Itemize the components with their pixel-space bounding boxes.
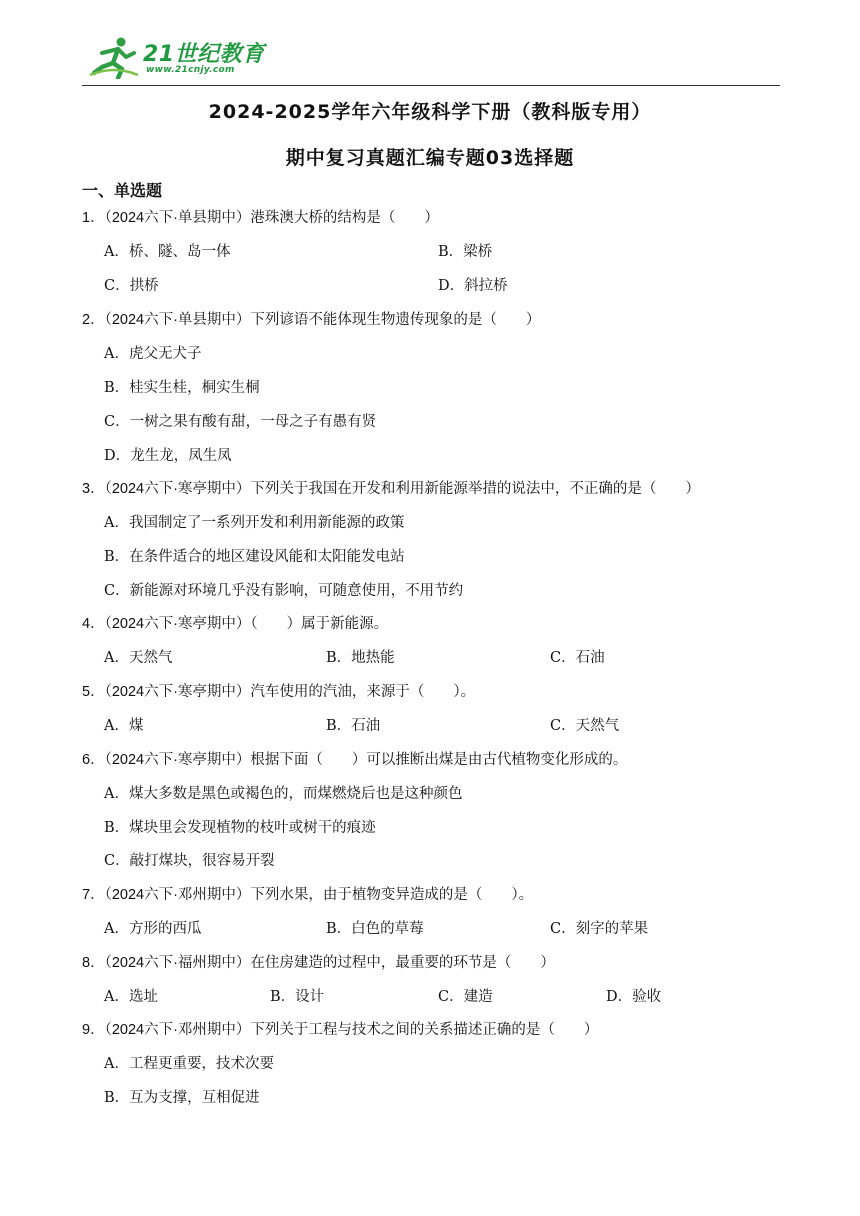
question-number: 4．: [82, 616, 105, 632]
running-man-icon: [88, 35, 140, 79]
option-b: B．桂实生桂，桐实生桐: [104, 380, 260, 396]
option-c: C．建造: [438, 989, 493, 1005]
option-b: B．白色的草莓: [326, 921, 424, 937]
question-stem: 下列水果，由于植物变异造成的是（ ）。: [250, 887, 534, 903]
question-source: （2024六下·单县期中）: [104, 210, 251, 226]
option-c: C．敲打煤块，很容易开裂: [104, 853, 275, 869]
option-b: B．设计: [270, 989, 325, 1005]
question-number: 3．: [82, 481, 105, 497]
option-c: C．拱桥: [104, 278, 159, 294]
option-a: A．煤大多数是黑色或褐色的，而煤燃烧后也是这种颜色: [104, 786, 463, 802]
option-b: B．在条件适合的地区建设风能和太阳能发电站: [104, 549, 405, 565]
question-8: [82, 951, 555, 972]
option-c: C．天然气: [550, 718, 620, 734]
option-b: B．地热能: [326, 650, 395, 666]
question-number: 6．: [82, 752, 105, 768]
option-a: A．选址: [104, 989, 158, 1005]
question-source: （2024六下·邓州期中）: [104, 1022, 251, 1038]
question-3: [82, 477, 700, 498]
option-b: B．互为支撑，互相促进: [104, 1090, 260, 1106]
option-a: A．煤: [104, 718, 144, 734]
option-c: C．石油: [550, 650, 605, 666]
question-number: 2．: [82, 312, 105, 328]
question-source: （2024六下·寒亭期中）: [104, 481, 251, 497]
question-source: （2024六下·单县期中）: [104, 312, 251, 328]
question-4: [82, 612, 388, 633]
question-6: [82, 748, 627, 769]
option-a: A．方形的西瓜: [104, 921, 202, 937]
page-title: 2024-2025学年六年级科学下册（教科版专用）: [208, 101, 652, 123]
question-1: [82, 206, 439, 227]
option-a: A．工程更重要，技术次要: [104, 1056, 274, 1072]
logo-text: 21世纪教育: [143, 42, 265, 67]
question-number: 7．: [82, 887, 105, 903]
option-a: A．桥、隧、岛一体: [104, 244, 231, 260]
question-stem: 在住房建造的过程中，最重要的环节是（ ）: [250, 955, 555, 971]
option-b: B．梁桥: [438, 244, 493, 260]
option-d: D．验收: [606, 989, 662, 1005]
question-2: [82, 308, 540, 329]
option-a: A．天然气: [104, 650, 173, 666]
question-stem: 港珠澳大桥的结构是（ ）: [250, 210, 439, 226]
option-a: A．我国制定了一系列开发和利用新能源的政策: [104, 515, 405, 531]
question-7: [82, 883, 533, 904]
question-source: （2024六下·福州期中）: [104, 955, 251, 971]
question-5: [82, 680, 475, 701]
question-number: 9．: [82, 1022, 105, 1038]
page-subtitle: 期中复习真题汇编专题03选择题: [285, 147, 575, 169]
option-c: C．刻字的苹果: [550, 921, 649, 937]
question-number: 5．: [82, 684, 105, 700]
option-d: D．龙生龙，凤生凤: [104, 448, 232, 464]
question-number: 8．: [82, 955, 105, 971]
logo-url: www.21cnjy.com: [146, 65, 235, 75]
question-stem: （ ）属于新能源。: [250, 616, 389, 632]
question-source: （2024六下·邓州期中）: [104, 887, 251, 903]
question-stem: 下列谚语不能体现生物遗传现象的是（ ）: [250, 312, 541, 328]
option-c: C．新能源对环境几乎没有影响，可随意使用，不用节约: [104, 583, 464, 599]
question-stem: 下列关于工程与技术之间的关系描述正确的是（ ）: [250, 1022, 599, 1038]
question-9: [82, 1018, 598, 1039]
question-stem: 汽车使用的汽油，来源于（ ）。: [250, 684, 476, 700]
header-divider: [82, 85, 780, 86]
option-a: A．虎父无犬子: [104, 346, 202, 362]
question-source: （2024六下·寒亭期中）: [104, 616, 251, 632]
question-source: （2024六下·寒亭期中）: [104, 684, 251, 700]
question-source: （2024六下·寒亭期中）: [104, 752, 251, 768]
question-number: 1．: [82, 210, 105, 226]
option-d: D．斜拉桥: [438, 278, 508, 294]
option-b: B．煤块里会发现植物的枝叶或树干的痕迹: [104, 820, 376, 836]
logo: [88, 33, 328, 83]
question-stem: 根据下面（ ）可以推断出煤是由古代植物变化形成的。: [250, 752, 628, 768]
page-header: [82, 33, 780, 85]
option-c: C．一树之果有酸有甜，一母之子有愚有贤: [104, 414, 377, 430]
question-stem: 下列关于我国在开发和利用新能源举措的说法中，不正确的是（ ）: [250, 481, 700, 497]
section-heading: 一、单选题: [82, 181, 163, 200]
option-b: B．石油: [326, 718, 381, 734]
